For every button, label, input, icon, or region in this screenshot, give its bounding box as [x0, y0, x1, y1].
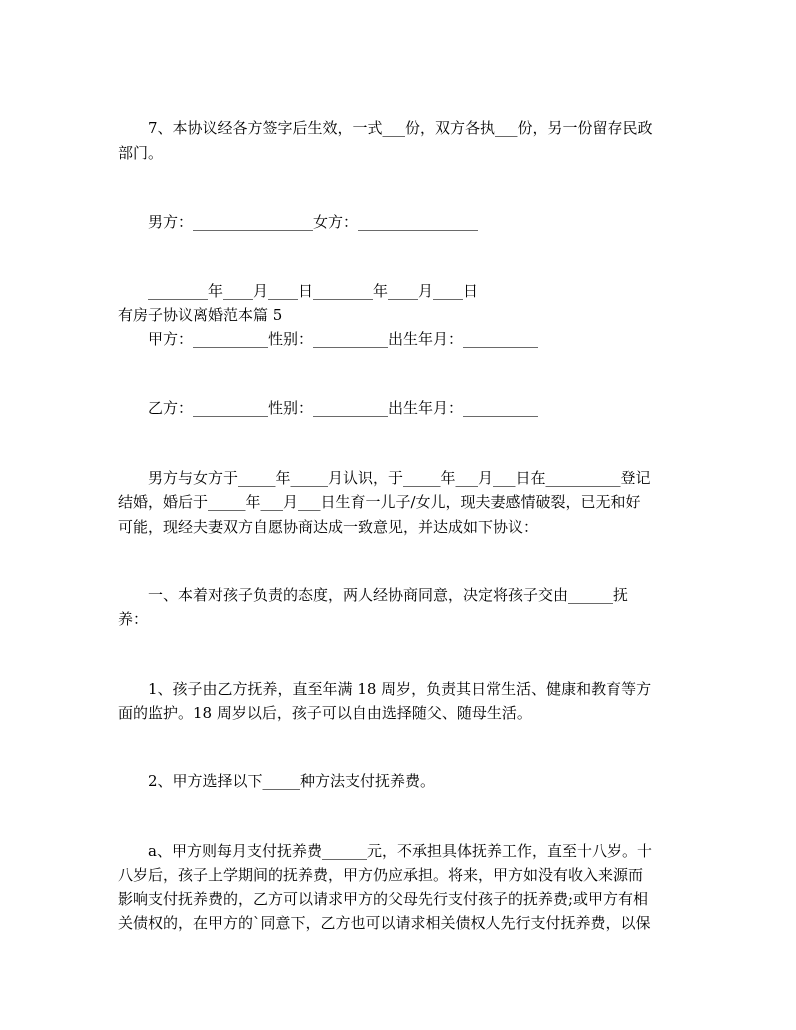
date-line: ________年____月____日________年____月____日: [148, 282, 479, 300]
item-a-line-2: 八岁后，孩子上学期间的抚养费，甲方仍应承担。将来，甲方如没有收入来源而: [118, 866, 644, 884]
item-1-line-2: 面的监护。18 周岁以后，孩子可以自由选择随父、随母生活。: [118, 704, 532, 722]
item-a-line-3: 影响支付抚养费的，乙方可以请求甲方的父母先行支付孩子的抚养费;或甲方有相: [118, 890, 649, 908]
item-a-line-4: 关债权的，在甲方的`同意下，乙方也可以请求相关债权人先行支付抚养费，以保: [118, 914, 651, 932]
marriage-paragraph-line-2: 结婚，婚后于_____年___月___日生育一儿子/女儿，现夫妻感情破裂，已无和好: [118, 493, 641, 511]
item-2-line: 2、甲方选择以下_____种方法支付抚养费。: [148, 772, 436, 790]
clause-1-line-2: 养：: [118, 610, 149, 628]
clause-7-line-2: 部门。: [118, 144, 164, 162]
clause-1-line-1: 一、本着对孩子负责的态度，两人经协商同意，决定将孩子交由______抚: [148, 586, 629, 604]
marriage-paragraph-line-1: 男方与女方于_____年_____月认识，于_____年___月___日在__________登记: [148, 469, 651, 487]
item-1-line-1: 1、孩子由乙方抚养，直至年满 18 周岁，负责其日常生活、健康和教育等方: [148, 680, 652, 698]
section-title: 有房子协议离婚范本篇 5: [118, 306, 283, 324]
signature-line: 男方：________________女方：________________: [148, 213, 479, 231]
party-a-line: 甲方：__________性别：__________出生年月：__________: [148, 330, 539, 348]
party-b-line: 乙方：__________性别：__________出生年月：__________: [148, 399, 539, 417]
clause-7-line-1: 7、本协议经各方签字后生效，一式___份，双方各执___份，另一份留存民政: [148, 119, 653, 137]
item-a-line-1: a、甲方则每月支付抚养费______元，不承担具体抚养工作，直至十八岁。十: [148, 842, 652, 860]
marriage-paragraph-line-3: 可能，现经夫妻双方自愿协商达成一致意见，并达成如下协议：: [118, 518, 539, 536]
